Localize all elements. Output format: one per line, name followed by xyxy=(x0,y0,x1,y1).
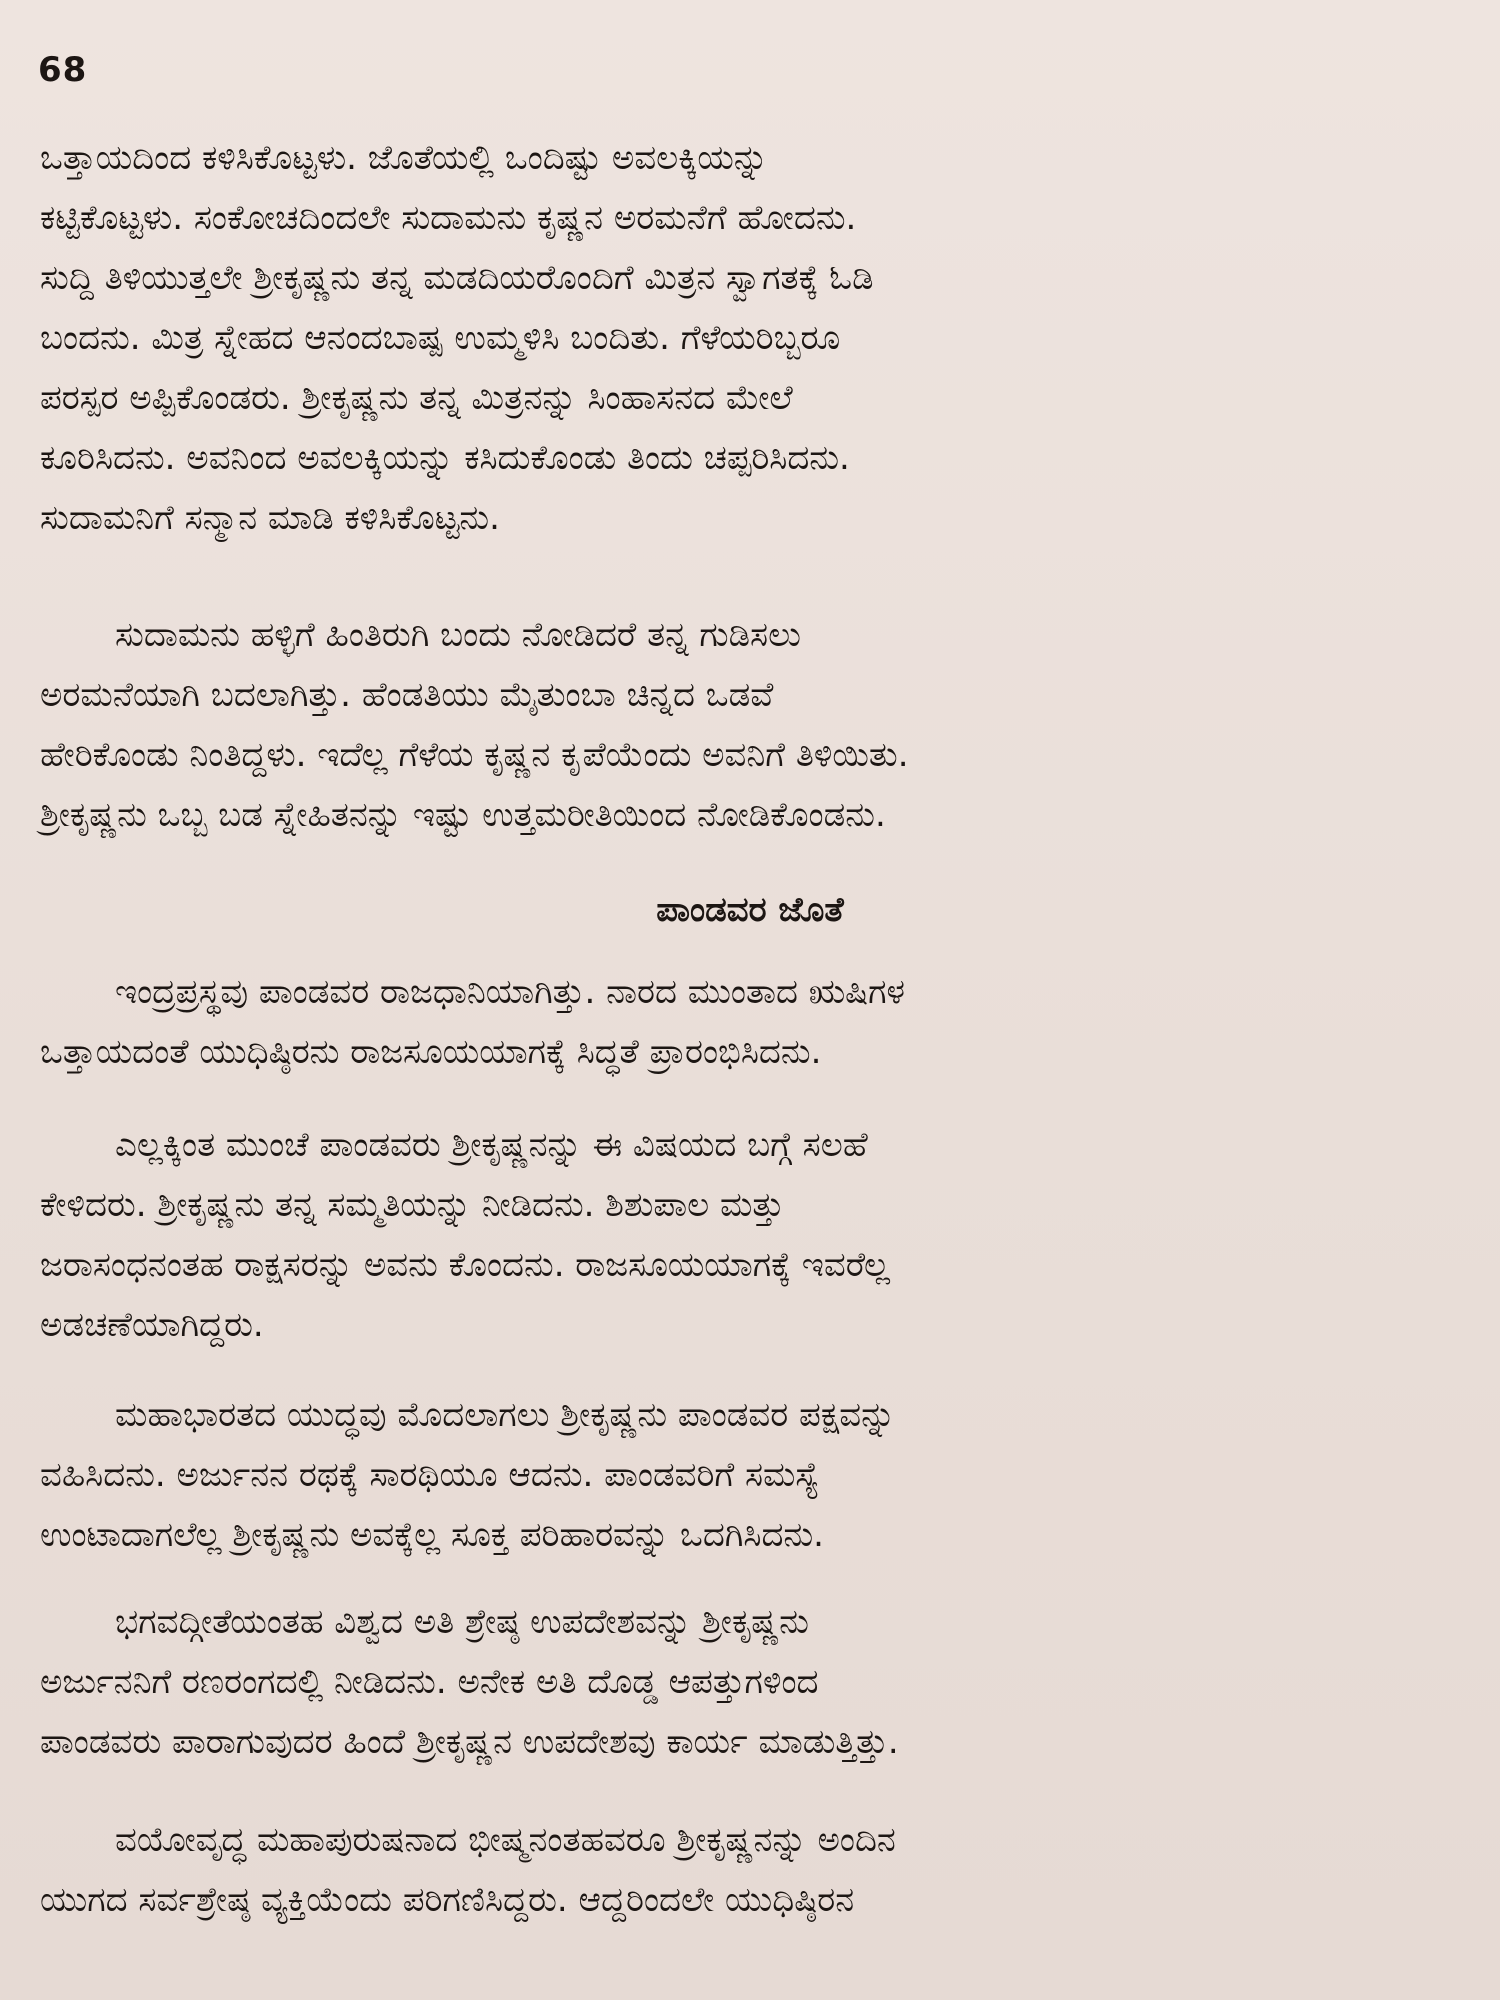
line: ಬಂದನು. ಮಿತ್ರ ಸ್ನೇಹದ ಆನಂದಬಾಷ್ಪ ಉಮ್ಮಳಿಸಿ ಬಂದಿತು. ಗೆಳೆಯರಿಬ್ಬರೂ xyxy=(40,318,841,358)
paragraph-5 xyxy=(40,1385,1450,1565)
line: ಪರಸ್ಪರ ಅಪ್ಪಿಕೊಂಡರು. ಶ್ರೀಕೃಷ್ಣನು ತನ್ನ ಮಿತ್ರನನ್ನು ಸಿಂಹಾಸನದ ಮೇಲೆ xyxy=(40,378,793,418)
paragraph-1 xyxy=(40,128,1450,548)
text-block-top xyxy=(40,128,1450,548)
line: ಕಟ್ಟಿಕೊಟ್ಟಳು. ಸಂಕೋಚದಿಂದಲೇ ಸುದಾಮನು ಕೃಷ್ಣನ ಅರಮನೆಗೆ ಹೋದನು. xyxy=(40,198,857,238)
line: ಕೇಳಿದರು. ಶ್ರೀಕೃಷ್ಣನು ತನ್ನ ಸಮ್ಮತಿಯನ್ನು ನೀಡಿದನು. ಶಿಶುಪಾಲ ಮತ್ತು xyxy=(40,1185,785,1225)
paragraph-6 xyxy=(40,1592,1450,1772)
text-block-bottom-2 xyxy=(40,1115,1450,1355)
section-heading: ಪಾಂಡವರ ಜೊತೆ xyxy=(656,890,844,930)
page-number: 68 xyxy=(38,50,88,90)
line: ಉಂಟಾದಾಗಲೆಲ್ಲ ಶ್ರೀಕೃಷ್ಣನು ಅವಕ್ಕೆಲ್ಲ ಸೂಕ್ತ ಪರಿಹಾರವನ್ನು ಒದಗಿಸಿದನು. xyxy=(40,1515,824,1555)
line: ಸುದಾಮನಿಗೆ ಸನ್ಮಾನ ಮಾಡಿ ಕಳಿಸಿಕೊಟ್ಟನು. xyxy=(40,498,500,538)
text-block-bottom-5 xyxy=(40,1810,1450,1930)
line: ಒತ್ತಾಯದಿಂದ ಕಳಿಸಿಕೊಟ್ಟಳು. ಜೊತೆಯಲ್ಲಿ ಒಂದಿಷ್ಟು ಅವಲಕ್ಕಿಯನ್ನು xyxy=(40,138,769,178)
line: ಸುದ್ದಿ ತಿಳಿಯುತ್ತಲೇ ಶ್ರೀಕೃಷ್ಣನು ತನ್ನ ಮಡದಿಯರೊಂದಿಗೆ ಮಿತ್ರನ ಸ್ವಾಗತಕ್ಕೆ ಓಡಿ xyxy=(40,258,874,298)
paragraph-3 xyxy=(40,962,1450,1082)
text-block-bottom-3 xyxy=(40,1385,1450,1565)
line: ಭಗವದ್ಗೀತೆಯಂತಹ ವಿಶ್ವದ ಅತಿ ಶ್ರೇಷ್ಠ ಉಪದೇಶವನ್ನು ಶ್ರೀಕೃಷ್ಣನು xyxy=(115,1602,809,1642)
line: ಇಂದ್ರಪ್ರಸ್ಥವು ಪಾಂಡವರ ರಾಜಧಾನಿಯಾಗಿತ್ತು. ನಾರದ ಮುಂತಾದ ಋಷಿಗಳ xyxy=(115,972,905,1012)
line: ಸುದಾಮನು ಹಳ್ಳಿಗೆ ಹಿಂತಿರುಗಿ ಬಂದು ನೋಡಿದರೆ ತನ್ನ ಗುಡಿಸಲು xyxy=(115,615,801,655)
line: ಪಾಂಡವರು ಪಾರಾಗುವುದರ ಹಿಂದೆ ಶ್ರೀಕೃಷ್ಣನ ಉಪದೇಶವು ಕಾರ್ಯ ಮಾಡುತ್ತಿತ್ತು. xyxy=(40,1722,899,1762)
line: ಮಹಾಭಾರತದ ಯುದ್ಧವು ಮೊದಲಾಗಲು ಶ್ರೀಕೃಷ್ಣನು ಪಾಂಡವರ ಪಕ್ಷವನ್ನು xyxy=(115,1395,896,1435)
paragraph-7 xyxy=(40,1810,1450,1930)
text-block-bottom-1 xyxy=(40,962,1450,1082)
line: ಅರ್ಜುನನಿಗೆ ರಣರಂಗದಲ್ಲಿ ನೀಡಿದನು. ಅನೇಕ ಅತಿ ದೊಡ್ಡ ಆಪತ್ತುಗಳಿಂದ xyxy=(40,1662,819,1702)
paragraph-2 xyxy=(40,605,1450,845)
line: ಕೂರಿಸಿದನು. ಅವನಿಂದ ಅವಲಕ್ಕಿಯನ್ನು ಕಸಿದುಕೊಂಡು ತಿಂದು ಚಪ್ಪರಿಸಿದನು. xyxy=(40,438,850,478)
line: ಜರಾಸಂಧನಂತಹ ರಾಕ್ಷಸರನ್ನು ಅವನು ಕೊಂದನು. ರಾಜಸೂಯಯಾಗಕ್ಕೆ ಇವರೆಲ್ಲ xyxy=(40,1245,891,1285)
line: ವಹಿಸಿದನು. ಅರ್ಜುನನ ರಥಕ್ಕೆ ಸಾರಥಿಯೂ ಆದನು. ಪಾಂಡವರಿಗೆ ಸಮಸ್ಯೆ xyxy=(40,1455,820,1495)
line: ಹೇರಿಕೊಂಡು ನಿಂತಿದ್ದಳು. ಇದೆಲ್ಲ ಗೆಳೆಯ ಕೃಷ್ಣನ ಕೃಪೆಯೆಂದು ಅವನಿಗೆ ತಿಳಿಯಿತು. xyxy=(40,735,909,775)
line: ಎಲ್ಲಕ್ಕಿಂತ ಮುಂಚೆ ಪಾಂಡವರು ಶ್ರೀಕೃಷ್ಣನನ್ನು ಈ ವಿಷಯದ ಬಗ್ಗೆ ಸಲಹೆ xyxy=(115,1125,868,1165)
line: ಅರಮನೆಯಾಗಿ ಬದಲಾಗಿತ್ತು. ಹೆಂಡತಿಯು ಮೈತುಂಬಾ ಚಿನ್ನದ ಒಡವೆ xyxy=(40,675,774,715)
line: ಯುಗದ ಸರ್ವಶ್ರೇಷ್ಠ ವ್ಯಕ್ತಿಯೆಂದು ಪರಿಗಣಿಸಿದ್ದರು. ಆದ್ದರಿಂದಲೇ ಯುಧಿಷ್ಠಿರನ xyxy=(40,1880,855,1920)
line: ವಯೋವೃದ್ಧ ಮಹಾಪುರುಷನಾದ ಭೀಷ್ಮನಂತಹವರೂ ಶ್ರೀಕೃಷ್ಣನನ್ನು ಅಂದಿನ xyxy=(115,1820,896,1860)
paragraph-4 xyxy=(40,1115,1450,1355)
text-block-bottom-4 xyxy=(40,1592,1450,1772)
line: ಶ್ರೀಕೃಷ್ಣನು ಒಬ್ಬ ಬಡ ಸ್ನೇಹಿತನನ್ನು ಇಷ್ಟು ಉತ್ತಮರೀತಿಯಿಂದ ನೋಡಿಕೊಂಡನು. xyxy=(40,795,886,835)
line: ಒತ್ತಾಯದಂತೆ ಯುಧಿಷ್ಠಿರನು ರಾಜಸೂಯಯಾಗಕ್ಕೆ ಸಿದ್ಧತೆ ಪ್ರಾರಂಭಿಸಿದನು. xyxy=(40,1032,822,1072)
text-block-top-2 xyxy=(40,605,1450,845)
line: ಅಡಚಣೆಯಾಗಿದ್ದರು. xyxy=(40,1305,264,1345)
